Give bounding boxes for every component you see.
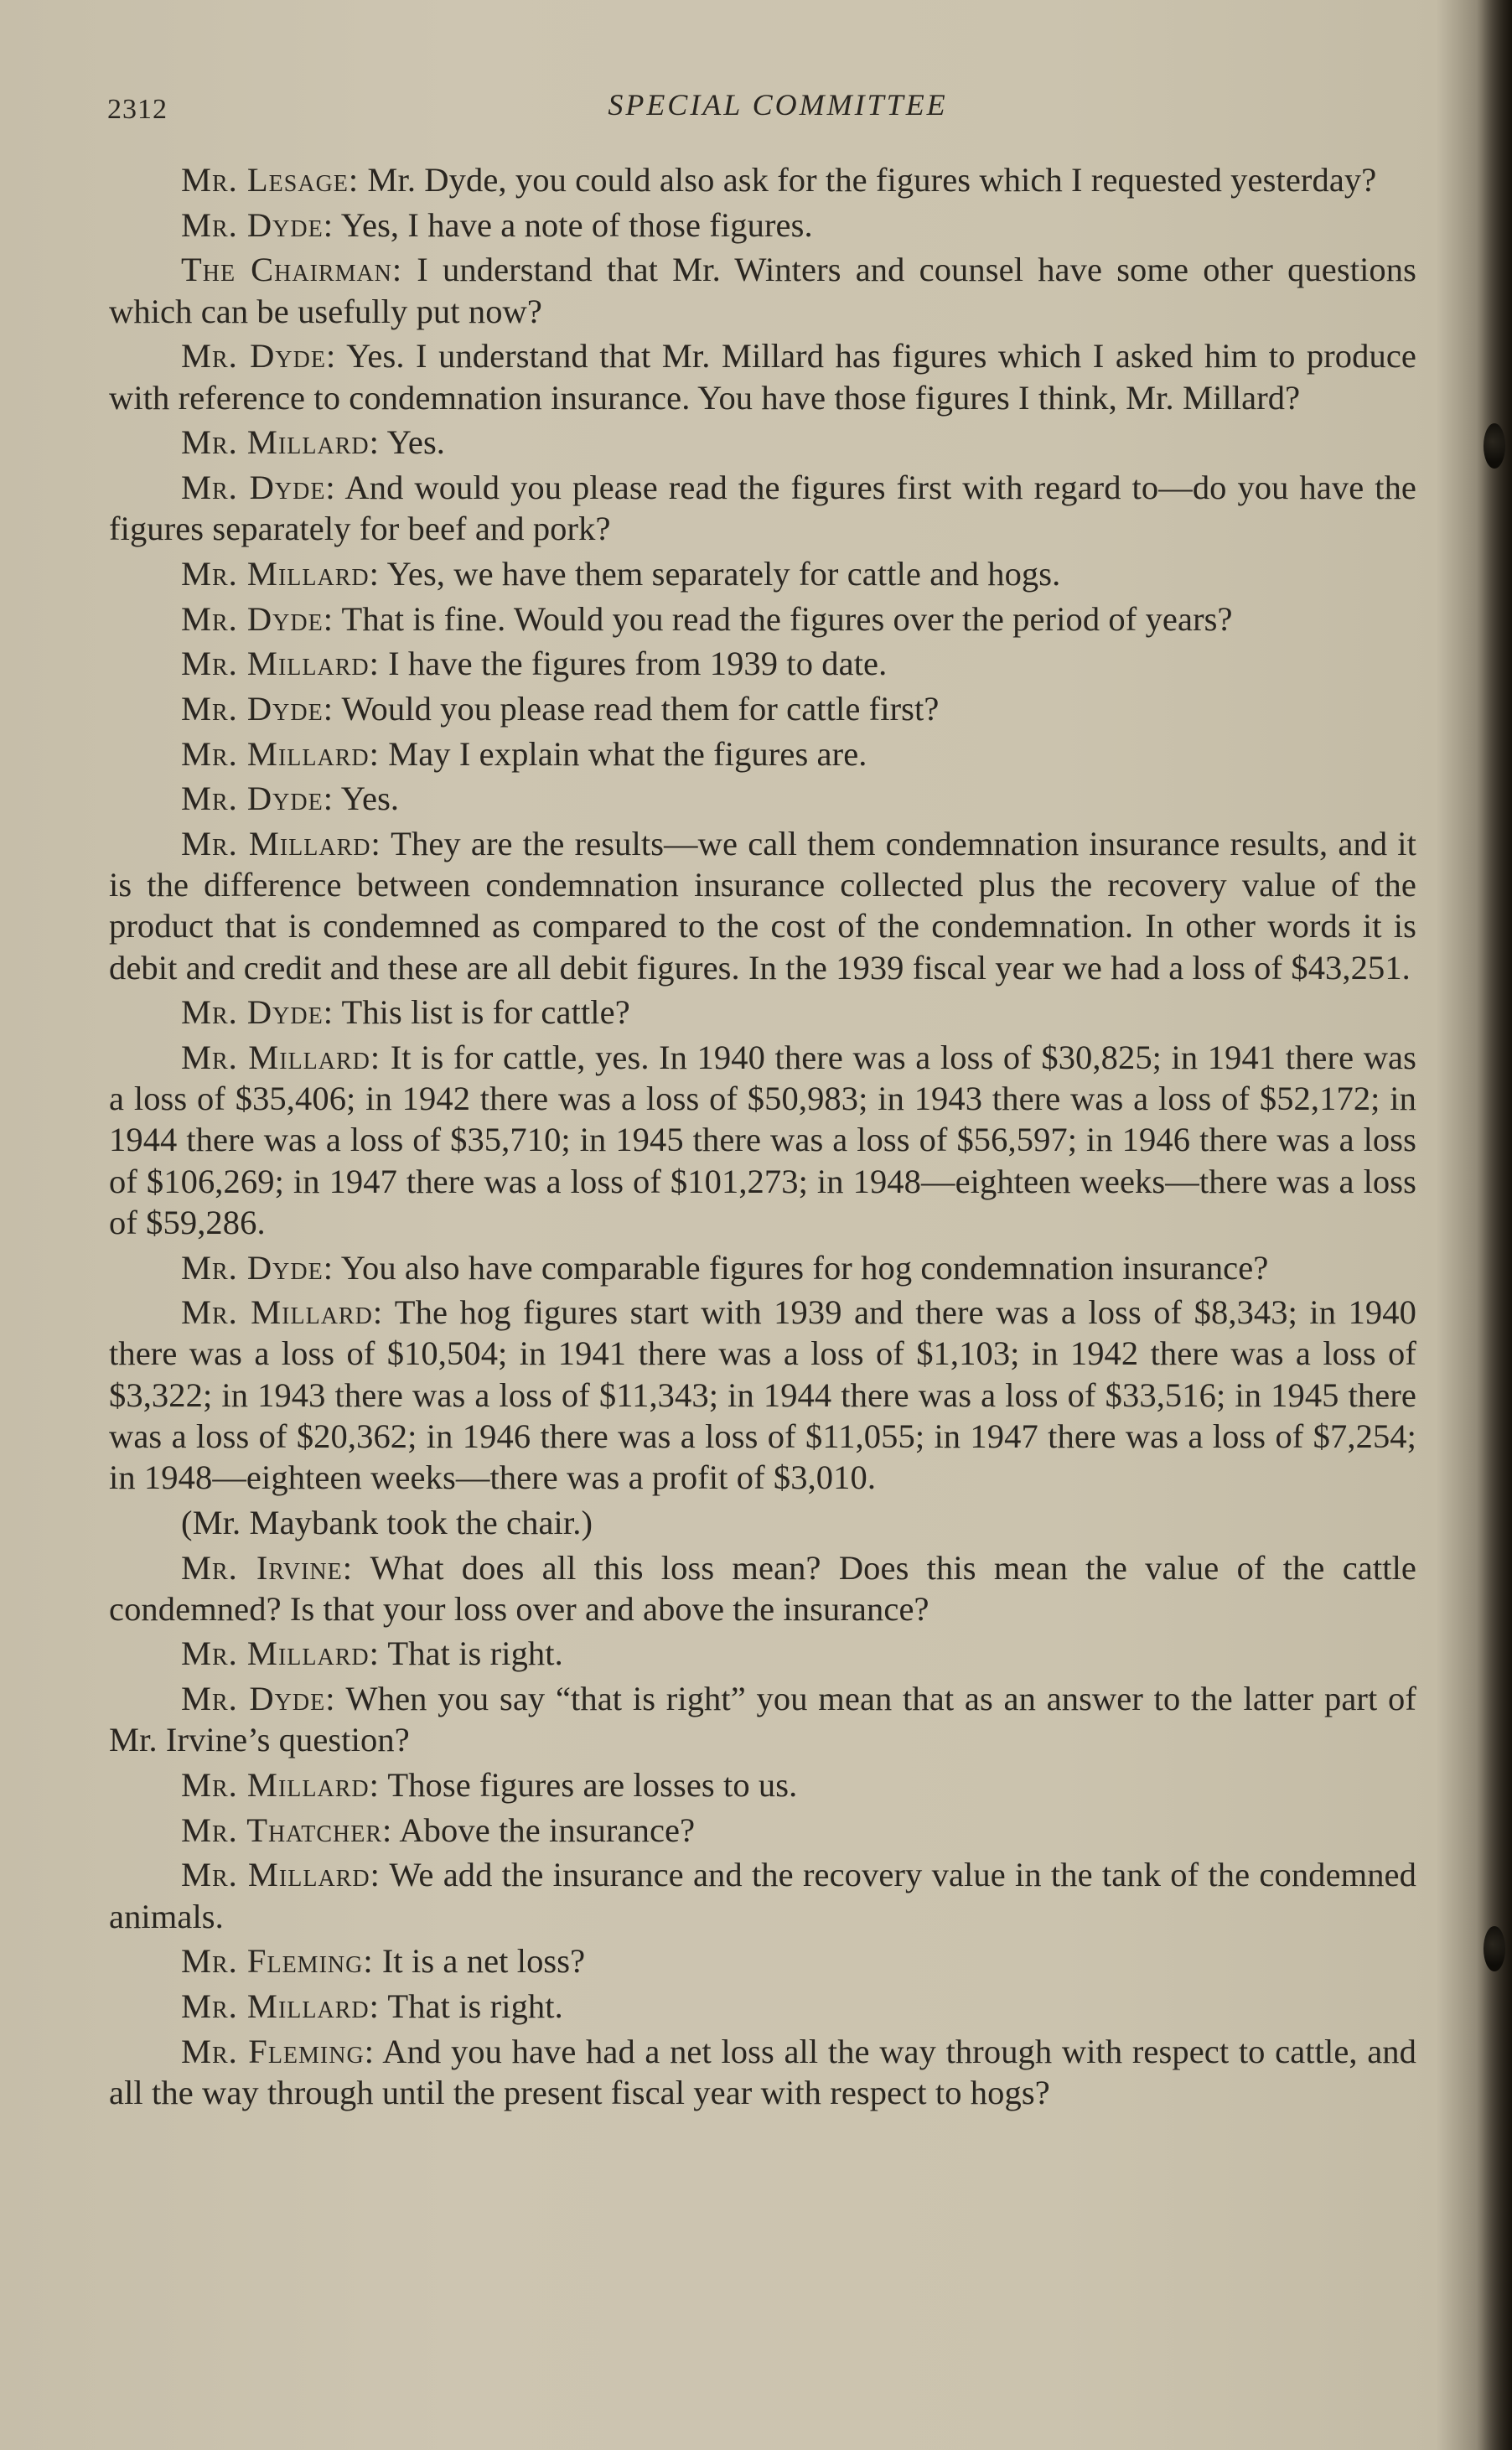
speaker-name: Mr. Dyde: (181, 1680, 336, 1718)
speaker-name: Mr. Dyde: (181, 205, 334, 244)
transcript-paragraph (109, 467, 1416, 549)
speech-text: Yes, we have them separately for cattle and hogs. (379, 554, 1061, 593)
transcript-paragraph (109, 992, 1416, 1033)
transcript-paragraph (109, 823, 1416, 988)
running-head: SPECIAL COMMITTEE (608, 88, 948, 122)
speaker-name: Mr. Lesage: (181, 161, 360, 199)
transcript-paragraph (109, 1037, 1416, 1243)
transcript-paragraph (109, 1502, 1416, 1543)
speech-text: The hog figures start with 1939 and there was a loss of $8,343; in 1940 there was a loss of $10,504; in 1941 there was a loss of $1,103; in 1942 there was a loss of $3,322; in 1943 there was a loss of $11,343; in 1944 there was a loss of $33,516; in 1945 there was a loss of $20,362; in 1946 there was a loss of $11,055; in 1947 there was a loss of $7,254; in 1948—eighteen weeks—there was a profit of $3,010. (109, 1293, 1416, 1497)
binding-hole-icon (1484, 1926, 1505, 1971)
transcript-paragraph (109, 249, 1416, 331)
speaker-name: Mr. Fleming: (181, 1942, 374, 1981)
speaker-name: Mr. Millard: (181, 1634, 380, 1673)
speech-text: We add the insurance and the recovery value in the tank of the condemned animals. (109, 1856, 1416, 1935)
transcript-paragraph (109, 335, 1416, 417)
transcript-paragraph (109, 205, 1416, 246)
speech-text: You also have comparable figures for hog condemnation insurance? (333, 1248, 1269, 1287)
transcript-paragraph (109, 643, 1416, 684)
speaker-name: Mr. Dyde: (181, 1248, 334, 1287)
speech-text: And would you please read the figures first with regard to—do you have the figures separately for beef and pork? (109, 468, 1416, 548)
transcript-paragraph (109, 1633, 1416, 1674)
speaker-name: Mr. Millard: (181, 554, 380, 593)
speech-text: I have the figures from 1939 to date. (379, 645, 888, 683)
transcript-paragraph (109, 1292, 1416, 1498)
speech-text: Yes, I have a note of those figures. (333, 205, 813, 244)
speaker-name: Mr. Dyde: (181, 468, 336, 506)
speech-text: That is right. (379, 1634, 563, 1673)
speech-text: Yes. I understand that Mr. Millard has figures which I asked him to produce with reference to condemnation insurance. You have those figures I think, Mr. Millard? (109, 337, 1416, 417)
speaker-name: Mr. Millard: (181, 1293, 384, 1332)
transcript-paragraph (109, 778, 1416, 819)
transcript-paragraph (109, 688, 1416, 729)
speech-text: Those figures are losses to us. (379, 1766, 798, 1805)
speaker-name: Mr. Millard: (181, 825, 381, 863)
speaker-name: Mr. Dyde: (181, 993, 334, 1032)
transcript-body (109, 159, 1416, 2117)
speaker-name: The Chairman: (181, 251, 403, 289)
speaker-name: Mr. Dyde: (181, 599, 334, 638)
speech-text: I understand that Mr. Winters and counsel have some other questions which can be usefully put now? (109, 251, 1416, 330)
speech-text: And you have had a net loss all the way through with respect to cattle, and all the way through until the present fiscal year with respect to hogs? (109, 2032, 1416, 2111)
transcript-paragraph (109, 1247, 1416, 1288)
speaker-name: Mr. Fleming: (181, 2032, 375, 2070)
speech-text: That is fine. Would you read the figures over the period of years? (333, 599, 1233, 638)
speaker-name: Mr. Irvine: (181, 1548, 353, 1587)
speech-text: It is for cattle, yes. In 1940 there was a loss of $30,825; in 1941 there was a loss of $35,406; in 1942 there was a loss of $50,983; in 1943 there was a loss of $52,172; in 1944 there was a loss of $35,710; in 1945 there was a loss of $56,597; in 1946 there was a loss of $106,269; in 1947 there was a loss of $101,273; in 1948—eighteen weeks—there was a loss of $59,286. (109, 1039, 1416, 1241)
speaker-name: Mr. Millard: (181, 1987, 380, 2026)
speaker-name: Mr. Millard: (181, 645, 380, 683)
speaker-name: Mr. Millard: (181, 734, 380, 773)
transcript-paragraph (109, 1678, 1416, 1760)
binding-hole-icon (1484, 423, 1505, 469)
speech-text: Above the insurance? (392, 1810, 696, 1849)
transcript-paragraph (109, 598, 1416, 640)
speaker-name: Mr. Dyde: (181, 689, 334, 728)
speech-text: This list is for cattle? (333, 993, 630, 1032)
speech-text: What does all this loss mean? Does this mean the value of the cattle condemned? Is that your loss over and above the insurance? (109, 1548, 1417, 1628)
speech-text: Yes. (333, 780, 400, 818)
speech-text: Mr. Dyde, you could also ask for the figures which I requested yesterday? (359, 161, 1377, 199)
transcript-paragraph (109, 1764, 1416, 1805)
speaker-name: Mr. Thatcher: (181, 1810, 393, 1849)
speech-text: May I explain what the figures are. (379, 734, 867, 773)
transcript-paragraph (109, 159, 1416, 200)
speech-text: Yes. (379, 423, 446, 462)
speaker-name: Mr. Millard: (181, 1039, 381, 1077)
speech-text: Would you please read them for cattle first? (333, 689, 940, 728)
speaker-name: Mr. Millard: (181, 1856, 381, 1894)
binding-shadow (1477, 0, 1512, 2450)
transcript-paragraph (109, 1547, 1416, 1629)
transcript-paragraph (109, 422, 1416, 463)
transcript-paragraph (109, 1940, 1416, 1981)
speech-text: When you say “that is right” you mean that as an answer to the latter part of Mr. Irvine’s question? (109, 1680, 1416, 1759)
speech-text: (Mr. Maybank took the chair.) (181, 1503, 593, 1541)
speech-text: It is a net loss? (373, 1942, 586, 1981)
speaker-name: Mr. Millard: (181, 1766, 380, 1805)
speech-text: They are the results—we call them condemnation insurance results, and it is the difference between condemnation insurance collected plus the recovery value of the product that is condemned as compared to the cost of the condemnation. In other words it is debit and credit and these are all debit figures. In the 1939 fiscal year we had a loss of $43,251. (109, 825, 1416, 987)
page-number: 2312 (107, 94, 168, 125)
speech-text: That is right. (379, 1987, 563, 2026)
speaker-name: Mr. Dyde: (181, 337, 337, 376)
transcript-paragraph (109, 733, 1416, 774)
transcript-paragraph (109, 1986, 1416, 2027)
transcript-paragraph (109, 1854, 1416, 1936)
speaker-name: Mr. Dyde: (181, 780, 334, 818)
transcript-paragraph (109, 2031, 1416, 2113)
transcript-paragraph (109, 553, 1416, 594)
speaker-name: Mr. Millard: (181, 423, 380, 462)
transcript-paragraph (109, 1810, 1416, 1851)
page-header (107, 87, 1415, 129)
